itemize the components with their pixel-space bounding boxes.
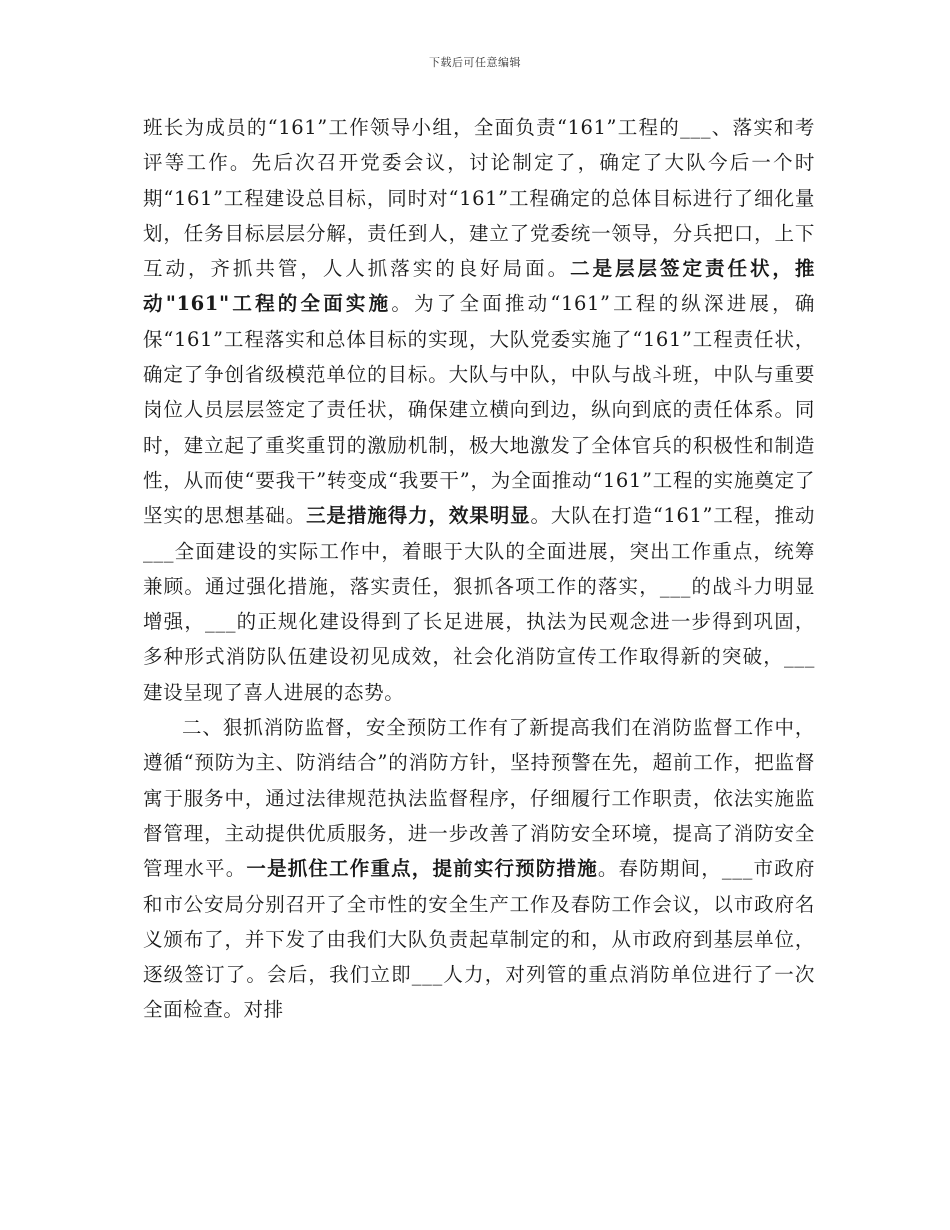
page-header: 下载后可任意编辑 [429, 56, 521, 69]
text-run: 二、狠抓消防监督，安全预防工作有了新提高我们在消防监督工作中，遵循“预防为主、防消结合”的消防方针，坚持预警在先，超前工作，把监督寓于服务中，通过法律规范执法监督程序，仔细履行工作职责，依法实施监督管理，主动提供优质服务，进一步改善了消防安全环境，提高了消防安全管理水平。 [143, 716, 815, 881]
text-run: 。为了全面推动“161”工程的纵深进展，确保“161”工程落实和总体目标的实现，大队党委实施了“161”工程责任状，确定了争创省级模范单位的目标。大队与中队，中队与战斗班，中队与重要岗位人员层层签定了责任状，确保建立横向到边，纵向到底的责任体系。同时，建立起了重奖重罚的激励机制，极大地激发了全体官兵的积极性和制造性，从而使“要我干”转变成“我要干”，为全面推动“161”工程的实施奠定了坚实的思想基础。 [143, 292, 815, 528]
text-run: 。大队在打造“161”工程，推动___全面建设的实际工作中，着眼于大队的全面进展，突出工作重点，统筹兼顾。通过强化措施，落实责任，狠抓各项工作的落实，___的战斗力明显增强，___的正规化建设得到了长足进展，执法为民观念进一步得到巩固，多种形式消防队伍建设初见成效，社会化消防宣传工作取得新的突破，___建设呈现了喜人进展的态势。 [143, 504, 815, 704]
bold-heading-run: 二是层层签定责任状，推动"161"工程的全面实施 [143, 257, 815, 316]
bold-heading-run: 一是抓住工作重点，提前实行预防措施 [246, 857, 598, 881]
paragraph-2 [143, 710, 815, 1028]
text-run: 。春防期间，___市政府和市公安局分别召开了全市性的安全生产工作及春防工作会议，以市政府名义颁布了，并下发了由我们大队负责起草制定的和，从市政府到基层单位，逐级签订了。会后，我们立即___人力，对列管的重点消防单位进行了一次全面检查。对排 [143, 857, 816, 1022]
text-run: 班长为成员的“161”工作领导小组，全面负责“161”工程的___、落实和考评等工作。先后次召开党委会议，讨论制定了，确定了大队今后一个时期“161”工程建设总目标，同时对“161”工程确定的总体目标进行了细化量划，任务目标层层分解，责任到人，建立了党委统一领导，分兵把口，上下互动，齐抓共管，人人抓落实的良好局面。 [143, 116, 815, 281]
bold-heading-run: 三是措施得力，效果明显 [306, 504, 531, 528]
document-body [143, 110, 815, 1028]
paragraph-1 [143, 110, 815, 710]
